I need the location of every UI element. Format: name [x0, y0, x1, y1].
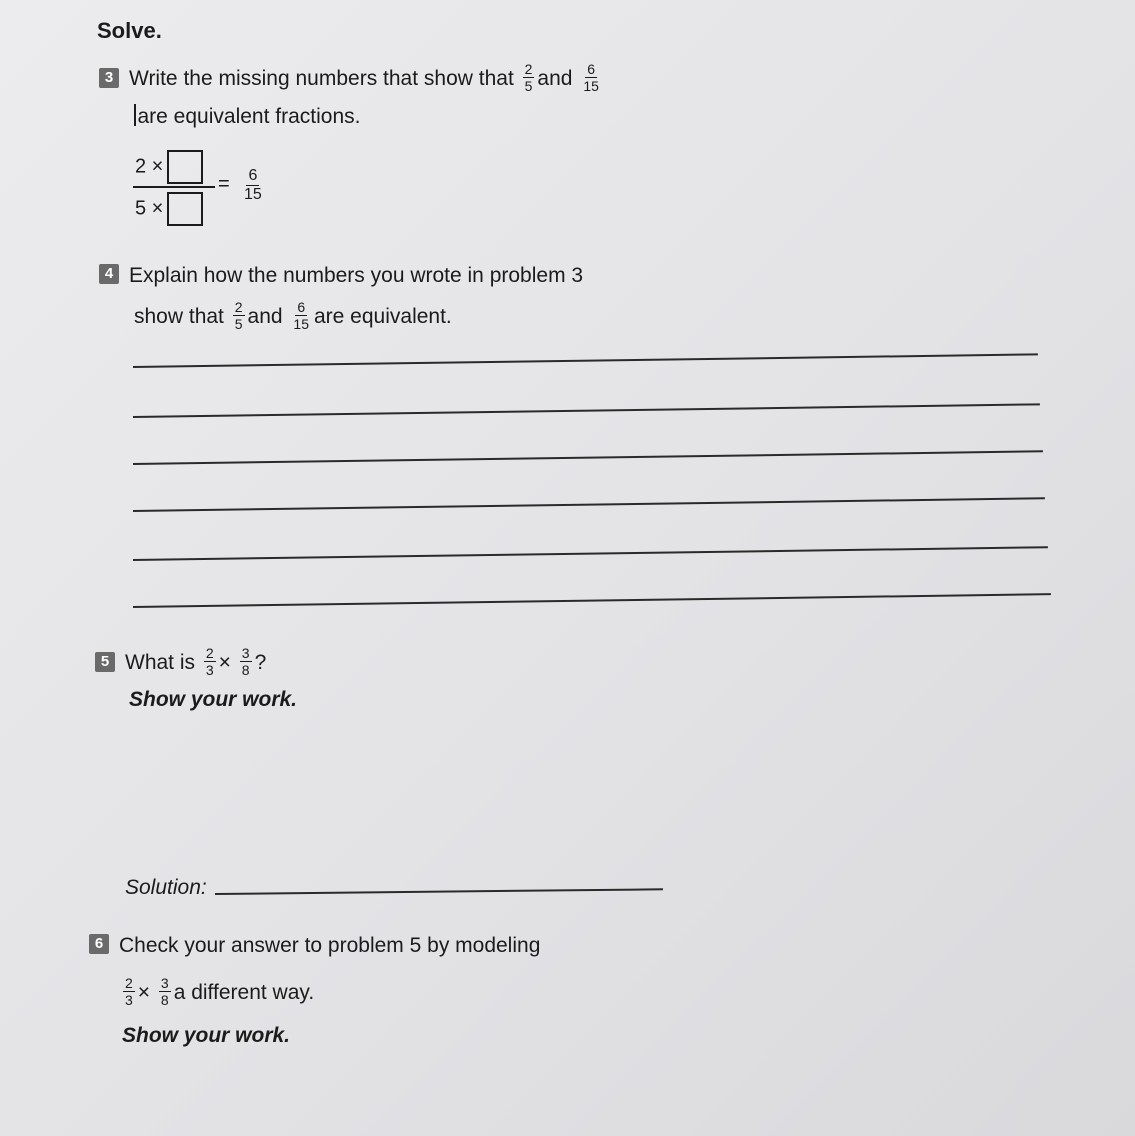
answer-line-5[interactable]	[133, 546, 1048, 560]
problem-4-line-2: show that $\frac{2}{5}$ and $\frac{6}{15}$ are equivalent.	[134, 299, 452, 332]
problem-3-line-2	[134, 105, 360, 129]
text-cursor	[134, 104, 136, 126]
times-sign: ×	[137, 981, 151, 1005]
fraction-six-fifteenths: $\frac{6}{15}$	[583, 61, 599, 94]
fraction-six-fifteenths: $\frac{6}{15}$	[293, 299, 309, 332]
solution-label: Solution:	[125, 876, 207, 899]
problem-5-line-1: 5 What is $\frac{2}{3}$ × $\frac{3}{8}$ ?	[95, 648, 266, 679]
answer-line-2[interactable]	[133, 403, 1040, 417]
problem-3-text-2: are equivalent fractions.	[137, 105, 361, 128]
problem-6-line-1	[89, 934, 540, 958]
answer-line-6[interactable]	[133, 593, 1051, 607]
equation-denominator: 5 ×	[135, 192, 203, 226]
and-text: and	[537, 67, 573, 91]
problem-5-show-work: Show your work.	[129, 688, 298, 711]
problem-3-number: 3	[99, 68, 119, 88]
denominator-answer-box[interactable]	[167, 192, 203, 226]
solution-answer-line[interactable]	[215, 888, 663, 894]
problem-3-line-1	[99, 61, 604, 95]
problem-6-text: Check your answer to problem 5 by modeling	[119, 934, 541, 957]
answer-line-3[interactable]	[133, 450, 1043, 464]
problem-6-show-work: Show your work.	[122, 1024, 291, 1047]
problem-4-number: 4	[99, 264, 119, 284]
problem-5-number: 5	[95, 652, 115, 672]
equation-numerator: 2 ×	[135, 150, 203, 184]
problem-4-text: Explain how the numbers you wrote in problem 3	[129, 264, 584, 287]
problem-6-number: 6	[89, 934, 109, 954]
answer-line-1[interactable]	[133, 353, 1038, 367]
answer-line-4[interactable]	[133, 497, 1045, 511]
problem-4-line-1	[99, 264, 583, 288]
problem-6-line-2: $\frac{2}{3}$ × $\frac{3}{8}$ a different way.	[125, 975, 315, 1008]
equation-right-fraction: $\frac{6}{15}$	[244, 167, 262, 203]
fraction-three-eighths: $\frac{3}{8}$	[160, 975, 169, 1008]
fraction-bar	[133, 186, 215, 188]
problem-3-text: Write the missing numbers that show that	[129, 67, 514, 91]
fraction-two-fifths: $\frac{2}{5}$	[524, 61, 533, 94]
fraction-two-thirds: $\frac{2}{3}$	[125, 975, 133, 1008]
fraction-two-thirds: $\frac{2}{3}$	[205, 645, 214, 678]
fraction-two-fifths: $\frac{2}{5}$	[234, 299, 243, 332]
section-heading: Solve.	[97, 18, 162, 43]
fraction-three-eighths: $\frac{3}{8}$	[241, 645, 250, 678]
times-sign: ×	[218, 651, 231, 675]
numerator-answer-box[interactable]	[167, 150, 203, 184]
equals-sign: =	[218, 173, 230, 195]
